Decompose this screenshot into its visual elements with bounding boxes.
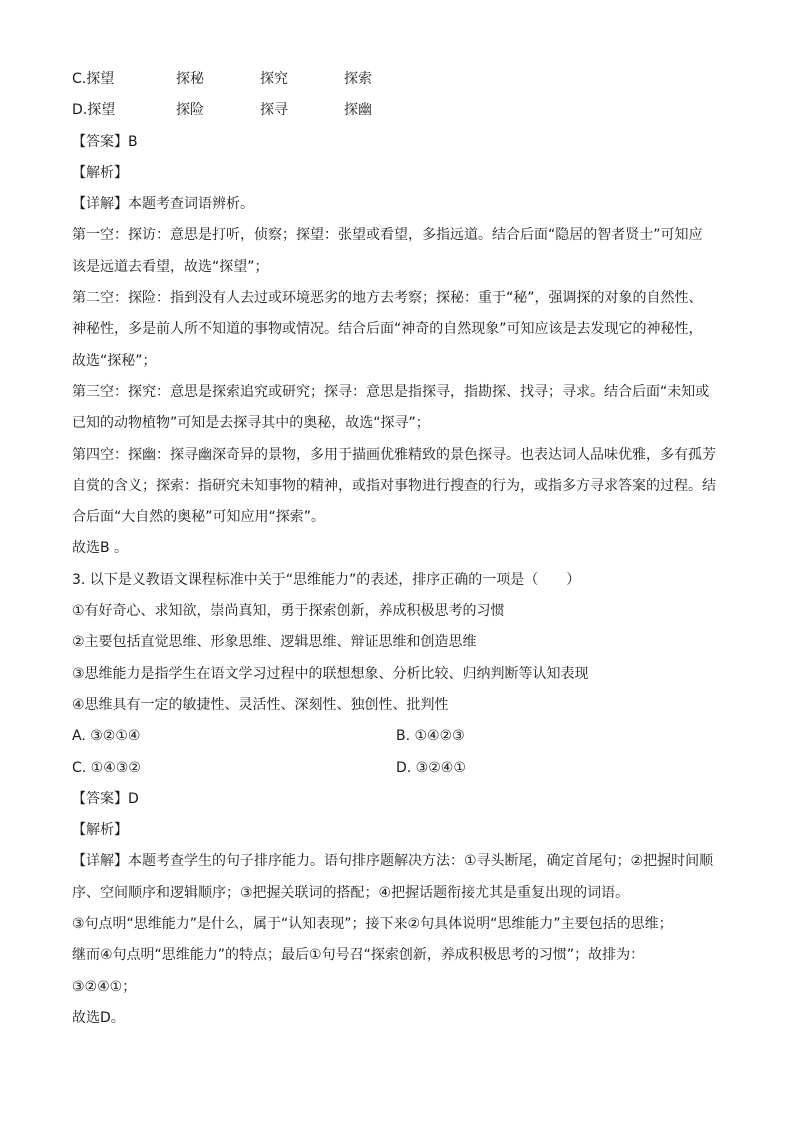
q3-option-a: A. ③②①④ <box>72 728 141 745</box>
q3-option-b: B. ①④②③ <box>396 728 465 745</box>
q2-blank2-line3: 故选“探秘”； <box>72 352 157 369</box>
q2-blank3-line2: 已知的动物植物”可知是去探寻其中的奥秘，故选“探寻”； <box>72 415 430 432</box>
q2-option-d-word-4: 探幽 <box>344 102 372 119</box>
q3-item-4: ④思维具有一定的敏捷性、灵活性、深刻性、独创性、批判性 <box>72 696 449 713</box>
q2-option-c-letter: C. <box>72 71 87 87</box>
q2-option-d-word-2: 探险 <box>176 102 204 119</box>
document-page <box>72 64 722 1034</box>
q2-option-c-word-2: 探秘 <box>176 71 204 87</box>
q3-reason-line2: 继而④句点明“思维能力”的特点；最后①句号召“探索创新，养成积极思考的习惯”；故排为： <box>72 947 645 964</box>
q3-reason-line1: ③句点明“思维能力”是什么，属于“认知表现”；接下来②句具体说明“思维能力”主要包括的思维； <box>72 916 673 933</box>
q2-blank1-line2: 该是远道去看望，故选“探望”； <box>72 258 269 275</box>
q3-item-2: ②主要包括直觉思维、形象思维、逻辑思维、辩证思维和创造思维 <box>72 634 477 651</box>
q2-analysis-heading: 【解析】 <box>72 164 128 181</box>
q3-reason-line3: ③②④①； <box>72 978 137 995</box>
q3-detail-line1: 【详解】本题考查学生的句子排序能力。语句排序题解决方法：①寻头断尾，确定首尾句；②把握时间顺 <box>72 853 714 870</box>
q3-item-3: ③思维能力是指学生在语文学习过程中的联想想象、分析比较、归纳判断等认知表现 <box>72 665 589 682</box>
q3-option-d: D. ③②④① <box>396 759 466 776</box>
q3-detail-line2: 序、空间顺序和逻辑顺序；③把握关联词的搭配；④把握话题衔接尤其是重复出现的词语。 <box>72 884 630 901</box>
q2-blank2-line2: 神秘性，多是前人所不知道的事物或情况。结合后面“神奇的自然现象”可知应该是去发现它的神秘性， <box>72 321 703 338</box>
q3-options-row-1 <box>72 721 722 752</box>
q3-answer: 【答案】D <box>72 790 139 807</box>
q3-option-c: C. ①④③② <box>72 759 141 776</box>
q3-analysis-heading: 【解析】 <box>72 822 128 839</box>
q2-option-d-word-1: 探望 <box>87 102 116 119</box>
q3-item-1: ①有好奇心、求知欲，崇尚真知，勇于探索创新，养成积极思考的习惯 <box>72 603 505 620</box>
q2-option-c-word-1: 探望 <box>86 71 115 87</box>
q2-blank2-line1: 第二空：探险：指到没有人去过或环境恶劣的地方去考察；探秘：重于“秘”，强调探的对象的自然性、 <box>72 290 703 307</box>
q2-blank3-line1: 第三空：探究：意思是探索追究或研究；探寻：意思是指探寻，指勘探、找寻；寻求。结合后面“未知或 <box>72 383 710 400</box>
q2-option-d <box>72 95 722 126</box>
q2-blank4-line1: 第四空：探幽：探寻幽深奇异的景物，多用于描画优雅精致的景色探寻。也表达词人品味优雅，多有孤芳 <box>72 446 716 463</box>
q2-option-c-word-3: 探究 <box>260 71 288 87</box>
q2-blank4-line3: 合后面“大自然的奥秘”可知应用“探索”。 <box>72 509 326 526</box>
q2-detail: 【详解】本题考查词语辨析。 <box>72 196 254 213</box>
q2-option-d-1 <box>72 95 176 126</box>
q2-option-c-word-4: 探索 <box>344 71 372 87</box>
q2-option-d-letter: D. <box>72 102 88 119</box>
q2-conclusion: 故选B 。 <box>72 540 129 557</box>
q2-blank4-line2: 自赏的含义；探索：指研究未知事物的精神，或指对事物进行搜查的行为，或指多方寻求答案的过程。结 <box>72 477 716 494</box>
q2-option-d-word-3: 探寻 <box>260 102 288 119</box>
q3-stem: 3. 以下是义教语文课程标准中关于“思维能力”的表述，排序正确的一项是（ ） <box>72 571 581 588</box>
q2-blank1-line1: 第一空：探访：意思是打听，侦察；探望：张望或看望，多指远道。结合后面“隐居的智者贤士”可知应 <box>72 227 703 244</box>
q2-option-c-1 <box>72 64 176 95</box>
q3-options-row-2 <box>72 753 722 784</box>
q3-conclusion: 故选D。 <box>72 1009 125 1026</box>
q2-answer: 【答案】B <box>72 133 138 150</box>
q2-option-c <box>72 64 722 95</box>
